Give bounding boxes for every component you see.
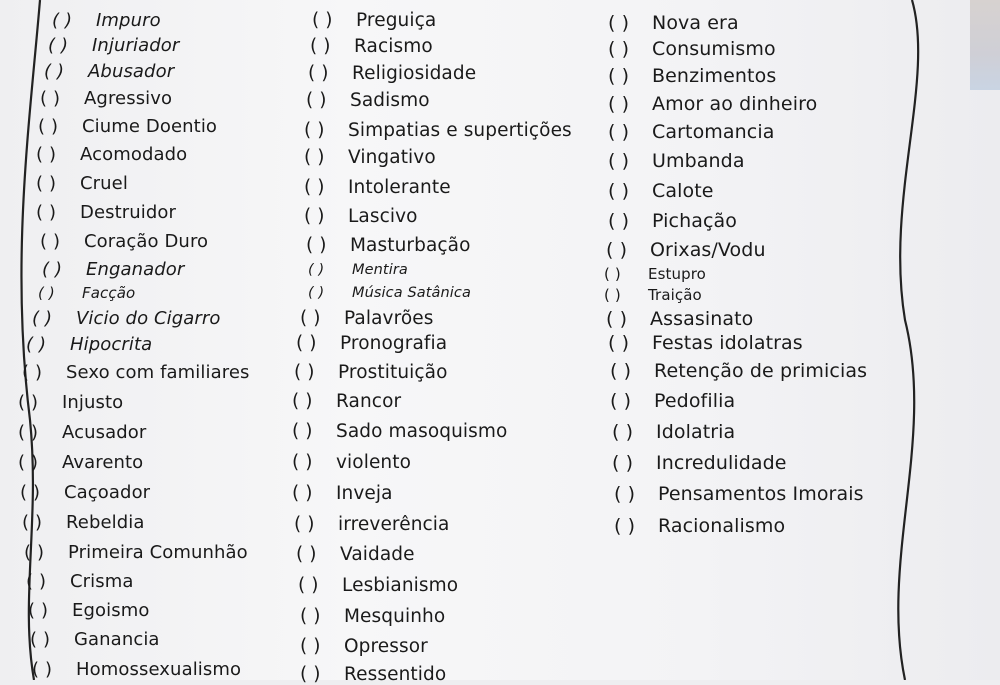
- checklist-label: Música Satânica: [352, 285, 471, 301]
- checklist-label: Rebeldia: [66, 512, 145, 533]
- checklist-item: [28, 600, 149, 621]
- checklist-label: Cruel: [80, 173, 128, 194]
- checklist-label: violento: [336, 452, 412, 473]
- checklist-item: [292, 391, 401, 412]
- checkbox-blank[interactable]: ( ): [308, 262, 325, 278]
- checklist-label: Agressivo: [84, 88, 173, 109]
- checkbox-blank[interactable]: ( ): [296, 544, 317, 565]
- checklist-label: Retenção de primicias: [654, 360, 868, 382]
- checkbox-blank[interactable]: ( ): [36, 202, 57, 223]
- checkbox-blank[interactable]: ( ): [48, 35, 69, 56]
- checklist-item: [608, 332, 803, 354]
- checklist-item: [294, 514, 450, 535]
- checklist-label: Caçoador: [64, 482, 151, 503]
- checklist-item: [296, 544, 415, 565]
- checkbox-blank[interactable]: ( ): [608, 38, 630, 60]
- checklist-item: [40, 88, 172, 109]
- checklist-item: [20, 482, 150, 503]
- checklist-label: Acomodado: [80, 144, 188, 165]
- checklist-item: [304, 147, 436, 168]
- checkbox-blank[interactable]: ( ): [28, 600, 49, 621]
- checkbox-blank[interactable]: ( ): [306, 90, 327, 111]
- checklist-label: Hipocrita: [70, 334, 153, 355]
- checkbox-blank[interactable]: ( ): [614, 515, 636, 537]
- checkbox-blank[interactable]: ( ): [614, 483, 636, 505]
- checklist-item: [606, 239, 766, 261]
- checklist-item: [22, 512, 145, 533]
- checkbox-blank[interactable]: ( ): [300, 636, 321, 657]
- checklist-label: Crisma: [70, 571, 134, 592]
- checkbox-blank[interactable]: ( ): [38, 116, 59, 137]
- checkbox-blank[interactable]: ( ): [306, 235, 327, 256]
- checklist-label: Racismo: [354, 36, 433, 57]
- checklist-item: [18, 422, 146, 443]
- checklist-label: Vaidade: [340, 544, 415, 565]
- checklist-item: [18, 392, 123, 413]
- checklist-item: [604, 286, 702, 304]
- checkbox-blank[interactable]: ( ): [300, 606, 321, 627]
- checkbox-blank[interactable]: ( ): [18, 392, 39, 413]
- checkbox-blank[interactable]: ( ): [24, 542, 45, 563]
- checklist-item: [292, 452, 411, 473]
- checklist-label: Intolerante: [348, 177, 451, 198]
- checklist-item: [300, 636, 428, 657]
- checklist-label: Nova era: [652, 12, 739, 34]
- checkbox-blank[interactable]: ( ): [608, 180, 630, 202]
- checkbox-blank[interactable]: ( ): [292, 483, 313, 504]
- checklist-label: Benzimentos: [652, 65, 777, 87]
- checklist-item: [308, 285, 471, 301]
- checklist-label: Lesbianismo: [342, 575, 459, 596]
- checklist-label: Egoismo: [72, 600, 150, 621]
- checkbox-blank[interactable]: ( ): [36, 144, 57, 165]
- checklist-item: [308, 63, 476, 84]
- checklist-label: Assasinato: [650, 308, 754, 330]
- checkbox-blank[interactable]: ( ): [610, 390, 632, 412]
- checklist-label: Ganancia: [74, 629, 160, 650]
- checkbox-blank[interactable]: ( ): [608, 65, 630, 87]
- checklist-label: Pichação: [652, 210, 737, 232]
- checklist-label: irreverência: [338, 514, 450, 535]
- checklist-label: Mesquinho: [344, 606, 446, 627]
- checklist-item: [298, 575, 458, 596]
- checklist-item: [614, 515, 785, 537]
- checklist-item: [26, 571, 134, 592]
- checkbox-blank[interactable]: ( ): [292, 391, 313, 412]
- checklist-label: Traição: [648, 286, 702, 304]
- checklist-item: [26, 334, 152, 355]
- checkbox-blank[interactable]: ( ): [52, 10, 73, 31]
- checkbox-blank[interactable]: ( ): [298, 575, 319, 596]
- checklist-label: Mentira: [352, 262, 408, 278]
- checklist-label: Impuro: [96, 10, 161, 31]
- checkbox-blank[interactable]: ( ): [304, 120, 325, 141]
- checklist-item: [300, 664, 446, 685]
- checklist-item: [304, 120, 572, 141]
- checklist-item: [604, 265, 706, 283]
- checklist-label: Palavrões: [344, 308, 434, 329]
- checkbox-blank[interactable]: ( ): [18, 452, 39, 473]
- checklist-item: [606, 308, 753, 330]
- checklist-item: [608, 121, 774, 143]
- checklist-item: [36, 173, 128, 194]
- checklist-label: Religiosidade: [352, 63, 477, 84]
- checklist-item: [312, 10, 436, 31]
- checklist-item: [608, 180, 714, 202]
- checklist-label: Consumismo: [652, 38, 776, 60]
- checklist-item: [38, 116, 217, 137]
- checklist-item: [292, 421, 507, 442]
- checklist-label: Sexo com familiares: [66, 362, 250, 383]
- checklist-label: Abusador: [88, 61, 175, 82]
- checklist-label: Rancor: [336, 391, 402, 412]
- checklist-label: Calote: [652, 180, 714, 202]
- checklist-item: [300, 606, 445, 627]
- checklist-item: [32, 308, 221, 329]
- checklist-item: [296, 333, 447, 354]
- checklist-label: Festas idolatras: [652, 332, 803, 354]
- checkbox-blank[interactable]: ( ): [608, 121, 630, 143]
- checklist-item: [18, 452, 143, 473]
- checklist-item: [42, 259, 184, 280]
- checkbox-blank[interactable]: ( ): [42, 259, 63, 280]
- checklist-item: [308, 262, 408, 278]
- checklist-label: Avarento: [62, 452, 144, 473]
- checkbox-blank[interactable]: ( ): [604, 286, 621, 304]
- checklist-item: [612, 421, 735, 443]
- checklist-item: [48, 35, 179, 56]
- checkbox-blank[interactable]: ( ): [612, 421, 634, 443]
- checkbox-blank[interactable]: ( ): [40, 231, 61, 252]
- checkbox-blank[interactable]: ( ): [608, 332, 630, 354]
- checklist-label: Vingativo: [348, 147, 436, 168]
- checkbox-blank[interactable]: ( ): [18, 422, 39, 443]
- checkbox-blank[interactable]: ( ): [32, 659, 53, 680]
- checklist-label: Sado masoquismo: [336, 421, 508, 442]
- checkbox-blank[interactable]: ( ): [44, 61, 65, 82]
- checkbox-blank[interactable]: ( ): [308, 285, 325, 301]
- checkbox-blank[interactable]: ( ): [22, 512, 43, 533]
- checklist-label: Prostituição: [338, 362, 448, 383]
- checklist-label: Coração Duro: [84, 231, 209, 252]
- checklist-item: [22, 362, 249, 383]
- checklist-label: Orixas/Vodu: [650, 239, 766, 261]
- checkbox-blank[interactable]: ( ): [32, 308, 53, 329]
- checklist-item: [52, 10, 161, 31]
- checkbox-blank[interactable]: ( ): [308, 63, 329, 84]
- checklist-label: Acusador: [62, 422, 147, 443]
- checklist-item: [38, 284, 135, 302]
- checklist-item: [608, 210, 737, 232]
- checklist-label: Pedofilia: [654, 390, 736, 412]
- checklist-label: Sadismo: [350, 90, 430, 111]
- checklist-item: [612, 452, 787, 474]
- checkbox-blank[interactable]: ( ): [310, 36, 331, 57]
- checkbox-blank[interactable]: ( ): [608, 12, 630, 34]
- checkbox-blank[interactable]: ( ): [608, 150, 630, 172]
- checklist-item: [304, 206, 418, 227]
- checklist-label: Preguiça: [356, 10, 437, 31]
- checklist-item: [294, 362, 448, 383]
- checklist-label: Masturbação: [350, 235, 471, 256]
- checkbox-blank[interactable]: ( ): [304, 147, 325, 168]
- checklist-item: [608, 38, 776, 60]
- checklist-item: [32, 659, 241, 680]
- checkbox-blank[interactable]: ( ): [608, 93, 630, 115]
- checklist-item: [608, 93, 817, 115]
- checklist-label: Cartomancia: [652, 121, 775, 143]
- checkbox-blank[interactable]: ( ): [300, 664, 321, 685]
- checklist-label: Opressor: [344, 636, 428, 657]
- checklist-item: [610, 390, 735, 412]
- checkbox-blank[interactable]: ( ): [26, 571, 47, 592]
- checkbox-blank[interactable]: ( ): [612, 452, 634, 474]
- checklist-item: [292, 483, 393, 504]
- checklist-label: Pronografia: [340, 333, 448, 354]
- checkbox-blank[interactable]: ( ): [40, 88, 61, 109]
- checkbox-blank[interactable]: ( ): [304, 177, 325, 198]
- checklist-item: [24, 542, 248, 563]
- checkbox-blank[interactable]: ( ): [292, 452, 313, 473]
- checkbox-blank[interactable]: ( ): [292, 421, 313, 442]
- checklist-label: Incredulidade: [656, 452, 787, 474]
- checklist-label: Destruidor: [80, 202, 177, 223]
- checkbox-blank[interactable]: ( ): [22, 362, 43, 383]
- checklist-item: [304, 177, 451, 198]
- checkbox-blank[interactable]: ( ): [36, 173, 57, 194]
- checklist-item: [608, 150, 745, 172]
- checklist-label: Lascivo: [348, 206, 418, 227]
- checklist-item: [44, 61, 174, 82]
- checklist-item: [608, 12, 739, 34]
- checklist-label: Homossexualismo: [76, 659, 242, 680]
- checkbox-blank[interactable]: ( ): [294, 362, 315, 383]
- checklist-label: Estupro: [648, 265, 706, 283]
- checklist-label: Facção: [82, 284, 136, 302]
- checklist-label: Racionalismo: [658, 515, 786, 537]
- checklist-item: [614, 483, 864, 505]
- checklist-label: Pensamentos Imorais: [658, 483, 864, 505]
- checkbox-blank[interactable]: ( ): [606, 239, 628, 261]
- checkbox-blank[interactable]: ( ): [300, 308, 321, 329]
- checkbox-blank[interactable]: ( ): [606, 308, 628, 330]
- checklist-item: [300, 308, 434, 329]
- checklist-label: Injusto: [62, 392, 124, 413]
- checklist-label: Ressentido: [344, 664, 447, 685]
- checkbox-blank[interactable]: ( ): [608, 210, 630, 232]
- checklist-label: Idolatria: [656, 421, 736, 443]
- checkbox-blank[interactable]: ( ): [38, 284, 55, 302]
- checkbox-blank[interactable]: ( ): [26, 334, 47, 355]
- checklist-item: [40, 231, 208, 252]
- checklist-label: Simpatias e supertições: [348, 120, 572, 141]
- checklist-item: [306, 235, 471, 256]
- checklist-item: [306, 90, 430, 111]
- checklist-label: Umbanda: [652, 150, 745, 172]
- checkbox-blank[interactable]: ( ): [294, 514, 315, 535]
- checkbox-blank[interactable]: ( ): [296, 333, 317, 354]
- checkbox-blank[interactable]: ( ): [30, 629, 51, 650]
- checklist-label: Primeira Comunhão: [68, 542, 248, 563]
- checklist-label: Amor ao dinheiro: [652, 93, 818, 115]
- checklist-item: [36, 202, 176, 223]
- checklist-item: [36, 144, 187, 165]
- checkbox-blank[interactable]: ( ): [304, 206, 325, 227]
- checkbox-blank[interactable]: ( ): [20, 482, 41, 503]
- background-corner: [970, 0, 1000, 90]
- checkbox-blank[interactable]: ( ): [604, 265, 621, 283]
- checklist-label: Inveja: [336, 483, 393, 504]
- checklist-label: Enganador: [86, 259, 185, 280]
- checklist-label: Vicio do Cigarro: [76, 308, 221, 329]
- checklist-label: Ciume Doentio: [82, 116, 218, 137]
- checklist-item: [608, 65, 776, 87]
- checklist-item: [30, 629, 160, 650]
- checkbox-blank[interactable]: ( ): [312, 10, 333, 31]
- checklist-item: [310, 36, 433, 57]
- checkbox-blank[interactable]: ( ): [610, 360, 632, 382]
- checklist-item: [610, 360, 867, 382]
- checklist-label: Injuriador: [92, 35, 180, 56]
